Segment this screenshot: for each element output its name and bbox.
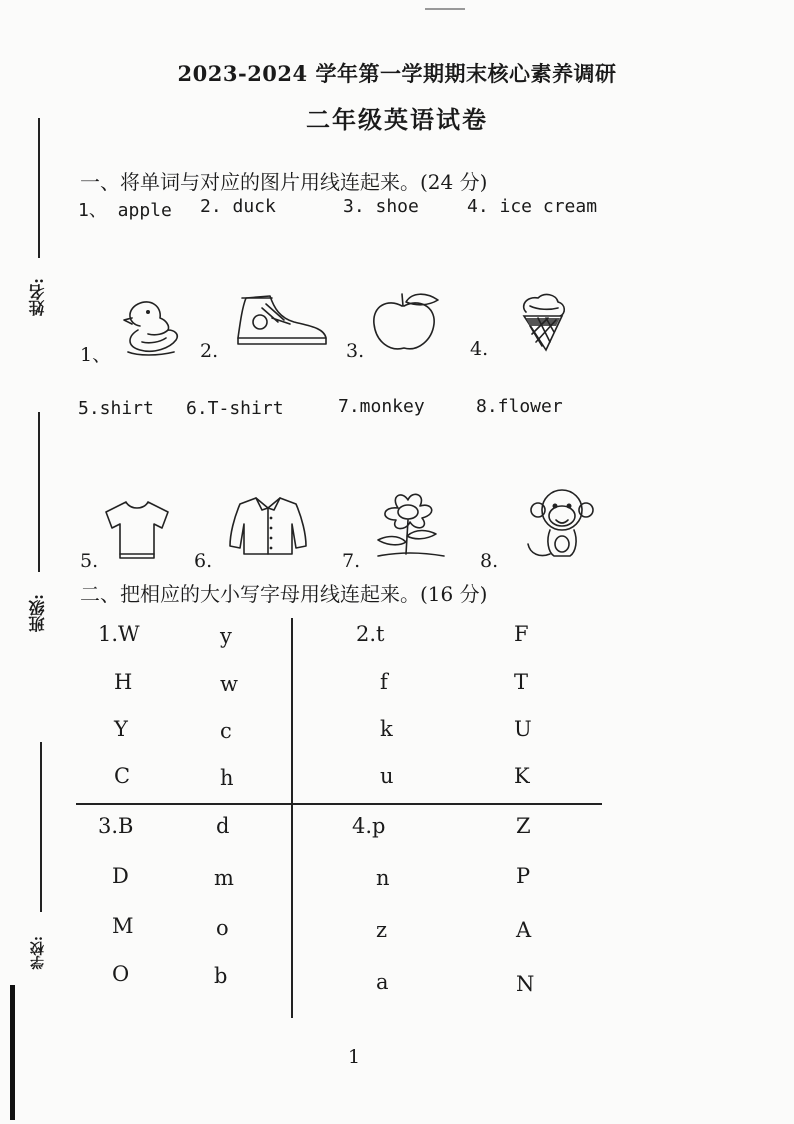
scan-mark — [425, 2, 465, 10]
b1-right-2: c — [220, 719, 232, 743]
b4-left-3: a — [376, 970, 389, 994]
b1-left-1: H — [114, 670, 133, 694]
exam-subtitle: 二年级英语试卷 — [306, 105, 488, 134]
table-divider-horizontal — [76, 803, 602, 805]
b3-right-0: d — [216, 814, 230, 838]
b4-right-3: N — [516, 972, 535, 996]
b2-right-1: T — [514, 670, 529, 694]
b1-left-0: 1.W — [98, 622, 140, 646]
word-apple: 1、 apple — [78, 200, 172, 221]
duck-icon — [118, 296, 188, 356]
b3-right-3: b — [214, 964, 228, 988]
b3-left-2: M — [112, 914, 134, 938]
b3-left-3: O — [112, 962, 130, 986]
pic-label-3: 3. — [346, 340, 365, 362]
word-shirt: 5.shirt — [78, 398, 154, 419]
word-monkey: 7.monkey — [338, 396, 425, 417]
b4-left-2: z — [376, 918, 388, 942]
flower-icon — [370, 490, 450, 562]
ice-cream-icon — [516, 292, 568, 354]
word-ice-cream: 4. ice cream — [467, 196, 598, 217]
binding-line-3 — [40, 742, 42, 912]
class-label: 班级: — [28, 594, 47, 632]
b1-right-1: w — [220, 672, 238, 696]
b1-right-3: h — [220, 766, 234, 790]
pic-label-5: 5. — [80, 550, 99, 572]
b2-right-0: F — [514, 622, 529, 646]
b1-right-0: y — [220, 624, 232, 648]
monkey-icon — [522, 484, 602, 562]
binding-line-1 — [38, 118, 40, 258]
b2-right-3: K — [514, 764, 530, 788]
b1-left-2: Y — [114, 717, 128, 741]
b4-right-1: P — [516, 864, 531, 888]
b3-left-1: D — [112, 864, 129, 888]
b1-left-3: C — [114, 764, 131, 788]
school-label: 学校: — [30, 936, 46, 970]
exam-title: 2023-2024 学年第一学期期末核心素养调研 — [177, 61, 617, 86]
b2-left-3: u — [380, 764, 394, 788]
scan-edge — [10, 985, 15, 1120]
word-t-shirt: 6.T-shirt — [186, 398, 284, 419]
pic-label-2: 2. — [200, 340, 219, 362]
pic-label-7: 7. — [342, 550, 361, 572]
shoe-icon — [232, 294, 332, 350]
word-shoe: 3. shoe — [343, 196, 419, 217]
b4-right-0: Z — [516, 814, 531, 838]
shirt-icon — [228, 494, 308, 556]
pic-label-1: 1、 — [80, 344, 112, 366]
pic-label-4: 4. — [470, 338, 489, 360]
apple-icon — [370, 292, 442, 354]
b2-right-2: U — [514, 717, 532, 741]
b2-left-0: 2.t — [356, 622, 385, 646]
b3-left-0: 3.B — [98, 814, 134, 838]
word-flower: 8.flower — [476, 396, 563, 417]
b4-right-2: A — [516, 918, 532, 942]
b3-right-1: m — [214, 866, 234, 890]
section1-heading: 一、将单词与对应的图片用线连起来。(24 分) — [80, 170, 488, 194]
pic-label-6: 6. — [194, 550, 213, 572]
section2-heading: 二、把相应的大小写字母用线连起来。(16 分) — [80, 582, 488, 606]
binding-line-2 — [38, 412, 40, 572]
page-number: 1 — [348, 1046, 361, 1068]
name-label: 姓名: — [28, 278, 47, 316]
b2-left-1: f — [380, 670, 388, 694]
b4-left-1: n — [376, 866, 390, 890]
table-divider-vertical — [291, 618, 293, 1018]
t-shirt-icon — [102, 498, 172, 560]
pic-label-8: 8. — [480, 550, 499, 572]
word-duck: 2. duck — [200, 196, 276, 217]
b2-left-2: k — [380, 717, 393, 741]
b3-right-2: o — [216, 916, 229, 940]
b4-left-0: 4.p — [352, 814, 386, 838]
